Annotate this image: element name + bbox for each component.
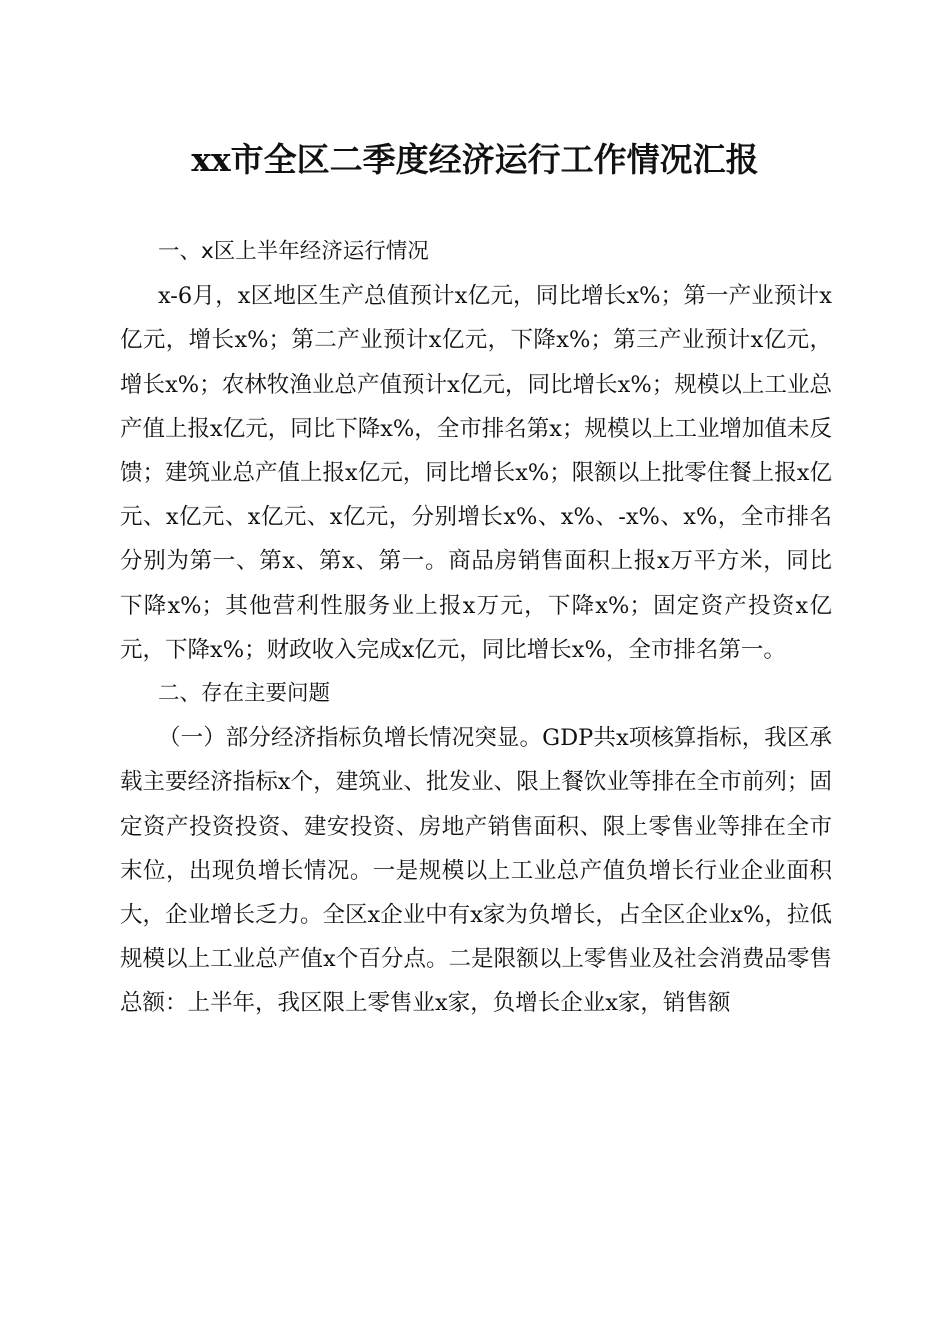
section-heading-2: 二、存在主要问题 xyxy=(158,681,331,707)
document-title: xx市全区二季度经济运行工作情况汇报 xyxy=(191,140,759,179)
section-paragraph-2: （一）部分经济指标负增长情况突显。GDP共x项核算指标，我区承载主要经济指标x个，建筑业、批发业、限上餐饮业等排在全市前列；固定资产投资投资、建安投资、房地产销售面积、限上零售业等排在全市末位，出现负增长情况。一是规模以上工业总产值负增长行业企业面积大，企业增长乏力。全区x企业中有x家为负增长，占全区企业x%，拉低规模以上工业总产值x个百分点。二是限额以上零售业及社会消费品零售总额：上半年，我区限上零售业x家，负增长企业x家，销售额 xyxy=(120,725,832,1017)
section-heading-1: 一、x区上半年经济运行情况 xyxy=(158,239,429,264)
section-paragraph-1: x-6月，x区地区生产总值预计x亿元，同比增长x%；第一产业预计x亿元，增长x%；第二产业预计x亿元，下降x%；第三产业预计x亿元，增长x%；农林牧渔业总产值预计x亿元，同比增长x%；规模以上工业总产值上报x亿元，同比下降x%，全市排名第x；规模以上工业增加值未反馈；建筑业总产值上报x亿元，同比增长x%；限额以上批零住餐上报x亿元、x亿元、x亿元、x亿元，分别增长x%、x%、-x%、x%，全市排名分别为第一、第x、第x、第一。商品房销售面积上报x万平方米，同比下降x%；其他营利性服务业上报x万元，下降x%；固定资产投资x亿元，下降x%；财政收入完成x亿元，同比增长x%，全市排名第一。 xyxy=(120,283,832,663)
document-body xyxy=(120,230,832,1026)
